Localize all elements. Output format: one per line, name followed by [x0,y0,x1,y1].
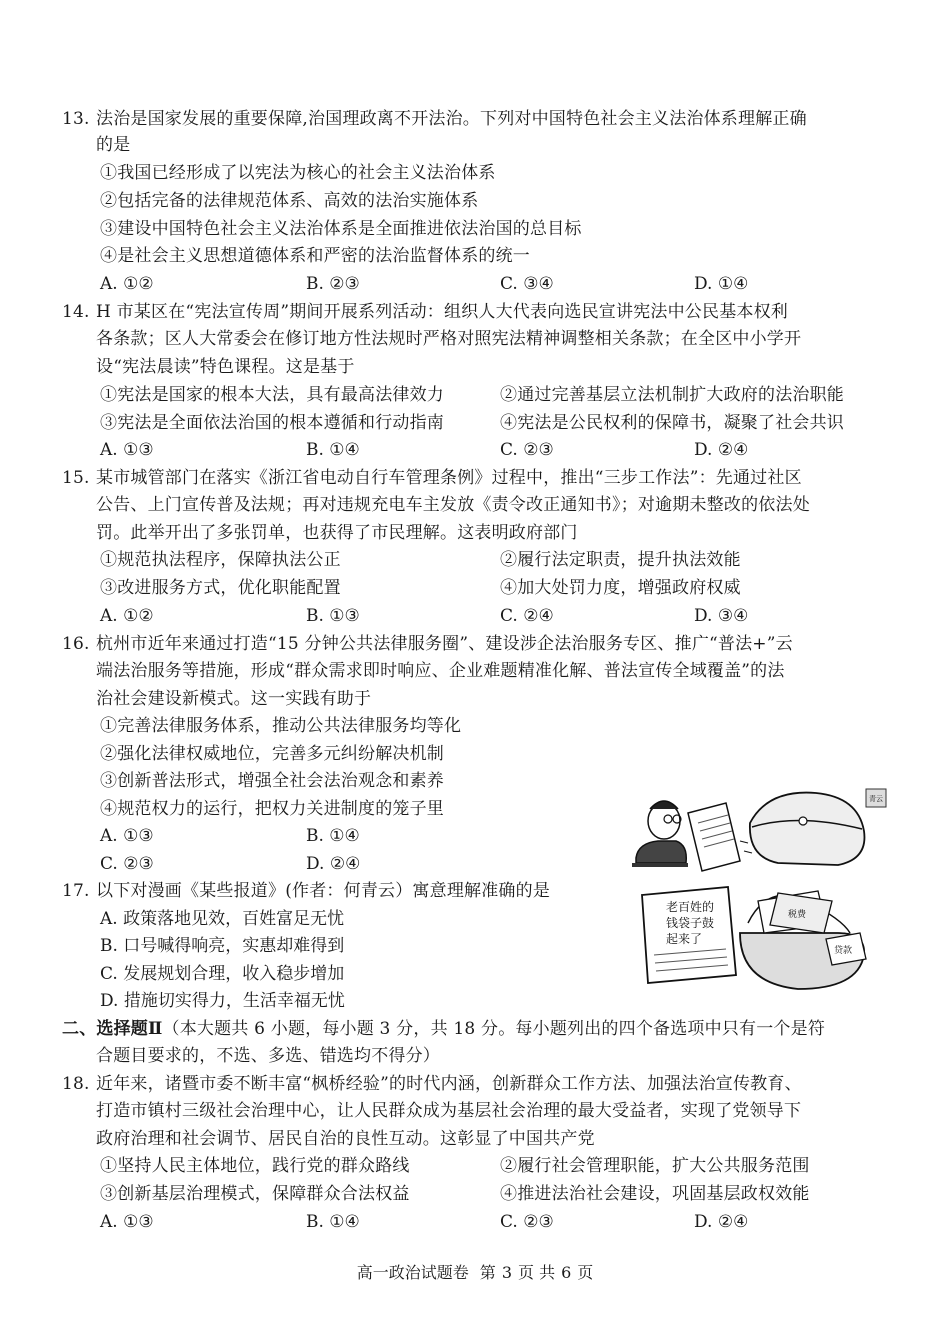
footer-page-mid: 页 共 [518,1263,556,1282]
statement-item: ③宪法是全面依法治国的根本遵循和行动指南 [100,413,444,433]
question-stem [62,632,793,656]
stem-text: 打造市镇村三级社会治理中心，让人民群众成为基层社会治理的最大受益者，实现了党领导下 [96,1101,802,1121]
answer-option[interactable]: C. 发展规划合理，收入稳步增加 [100,964,345,984]
question-number: 13. [62,109,90,129]
answer-option[interactable]: C. ③④ [500,274,554,294]
statement-item: ①宪法是国家的根本大法，具有最高法律效力 [100,385,444,405]
answer-option[interactable]: C. ②③ [500,440,554,460]
footer-page-suffix: 页 [577,1263,594,1282]
answer-option[interactable]: D. 措施切实得力，生活幸福无忧 [100,991,345,1011]
section-desc [62,1017,825,1041]
footer-page-number: 3 [501,1263,512,1282]
stem-text: 治社会建设新模式。这一实践有助于 [96,689,372,709]
section-title: 二、选择题Ⅱ [62,1019,163,1039]
stem-text: 某市城管部门在落实《浙江省电动自行车管理条例》过程中，推出“三步工作法”：先通过社区 [96,468,802,488]
paper-top [688,803,740,871]
stem-text: 的是 [96,135,131,155]
newspaper-line: 老百姓的 [666,900,715,914]
question-stem [62,107,807,131]
answer-option[interactable]: A. ①③ [100,440,154,460]
answer-option[interactable]: C. ②③ [500,1212,554,1232]
stem-text: 杭州市近年来通过打造“15 分钟公共法律服务圈”、建设涉企法治服务专区、推广“普法+”云 [96,634,793,654]
statement-item: ④宪法是公民权利的保障书，凝聚了社会共识 [500,413,844,433]
answer-option[interactable]: B. 口号喊得响亮，实惠却难得到 [100,936,345,956]
statement-item: ③建设中国特色社会主义法治体系是全面推进依法治国的总目标 [100,219,582,239]
answer-option[interactable]: A. ①③ [100,1212,154,1232]
question-number: 17. [62,881,90,901]
statement-item: ②履行法定职责，提升执法效能 [500,550,741,570]
statement-item: ①坚持人民主体地位，践行党的群众路线 [100,1156,410,1176]
wallet-flat [740,793,864,865]
wallet-open [740,891,866,989]
stem-text: 罚。此举开出了多张罚单，也获得了市民理解。这表明政府部门 [96,523,578,543]
statement-item: ②履行社会管理职能，扩大公共服务范围 [500,1156,810,1176]
statement-item: ③创新基层治理模式，保障群众合法权益 [100,1184,410,1204]
answer-option[interactable]: D. ①④ [694,274,749,294]
question-number: 16. [62,634,90,654]
statement-item: ④规范权力的运行，把权力关进制度的笼子里 [100,799,444,819]
stem-text: 设“宪法晨读”特色课程。这是基于 [96,357,355,377]
statement-item: ②包括完备的法律规范体系、高效的法治实施体系 [100,191,479,211]
footer-total-pages: 6 [561,1263,572,1282]
question-stem [62,300,788,324]
answer-option[interactable]: B. ①④ [306,440,360,460]
bill-label: 贷款 [834,946,853,956]
stem-text: 各条款；区人大常委会在修订地方性法规时严格对照宪法精神调整相关条款；在全区中小学开 [96,329,802,349]
statement-item: ④加大处罚力度，增强政府权威 [500,578,741,598]
answer-option[interactable]: A. 政策落地见效，百姓富足无忧 [100,909,345,929]
answer-option[interactable]: B. ①③ [306,606,360,626]
statement-item: ②强化法律权威地位，完善多元纠纷解决机制 [100,744,444,764]
page-footer [0,1261,950,1285]
answer-option[interactable]: A. ①② [100,606,154,626]
man-figure [632,801,688,867]
question-number: 15. [62,468,90,488]
stem-text: 公告、上门宣传普及法规；再对违规充电车主发放《责令改正通知书》；对逾期未整改的依法处 [96,495,810,515]
section-desc-text: 合题目要求的，不选、多选、错选均不得分） [96,1046,440,1066]
answer-option[interactable]: D. ③④ [694,606,749,626]
statement-item: ④推进法治社会建设，巩固基层政权效能 [500,1184,810,1204]
cartoon-illustration [628,783,890,1009]
stem-text: 以下对漫画《某些报道》(作者：何青云）寓意理解准确的是 [96,881,551,901]
answer-option[interactable]: C. ②④ [500,606,554,626]
question-stem [62,879,550,903]
footer-page-prefix: 第 [479,1263,496,1282]
stamp-text: 青云 [869,795,883,803]
answer-option[interactable]: A. ①② [100,274,154,294]
answer-option[interactable]: D. ②④ [694,440,749,460]
newspaper-line: 起来了 [666,932,703,946]
question-number: 14. [62,302,90,322]
answer-option[interactable]: C. ②③ [100,854,154,874]
answer-option[interactable]: D. ②④ [694,1212,749,1232]
bill-label: 税费 [788,910,807,920]
question-number: 18. [62,1074,90,1094]
section-desc-text: （本大题共 6 小题，每小题 3 分，共 18 分。每小题列出的四个备选项中只有一个是符 [162,1019,826,1039]
question-stem [62,466,802,490]
answer-option[interactable]: B. ②③ [306,274,360,294]
answer-option[interactable]: A. ①③ [100,826,154,846]
newspaper [642,887,736,983]
newspaper-line: 钱袋子鼓 [666,916,715,930]
statement-item: ④是社会主义思想道德体系和严密的法治监督体系的统一 [100,246,530,266]
statement-item: ①规范执法程序，保障执法公正 [100,550,341,570]
statement-item: ③创新普法形式，增强全社会法治观念和素养 [100,771,444,791]
question-stem [62,1072,802,1096]
stem-text: 端法治服务等措施，形成“群众需求即时响应、企业难题精准化解、普法宣传全域覆盖”的法 [96,661,785,681]
answer-option[interactable]: B. ①④ [306,1212,360,1232]
statement-item: ①完善法律服务体系，推动公共法律服务均等化 [100,716,462,736]
stem-text: H 市某区在“宪法宣传周”期间开展系列活动：组织人大代表向选民宣讲宪法中公民基本权利 [96,302,789,322]
statement-item: ①我国已经形成了以宪法为核心的社会主义法治体系 [100,163,496,183]
stem-text: 近年来，诸暨市委不断丰富“枫桥经验”的时代内涵，创新群众工作方法、加强法治宣传教育、 [96,1074,802,1094]
stem-text: 法治是国家发展的重要保障,治国理政离不开法治。下列对中国特色社会主义法治体系理解正确 [96,109,807,129]
footer-subject: 高一政治试题卷 [356,1263,469,1282]
answer-option[interactable]: B. ①④ [306,826,360,846]
answer-option[interactable]: D. ②④ [306,854,361,874]
statement-item: ②通过完善基层立法机制扩大政府的法治职能 [500,385,844,405]
statement-item: ③改进服务方式，优化职能配置 [100,578,341,598]
stem-text: 政府治理和社会调节、居民自治的良性互动。这彰显了中国共产党 [96,1129,595,1149]
